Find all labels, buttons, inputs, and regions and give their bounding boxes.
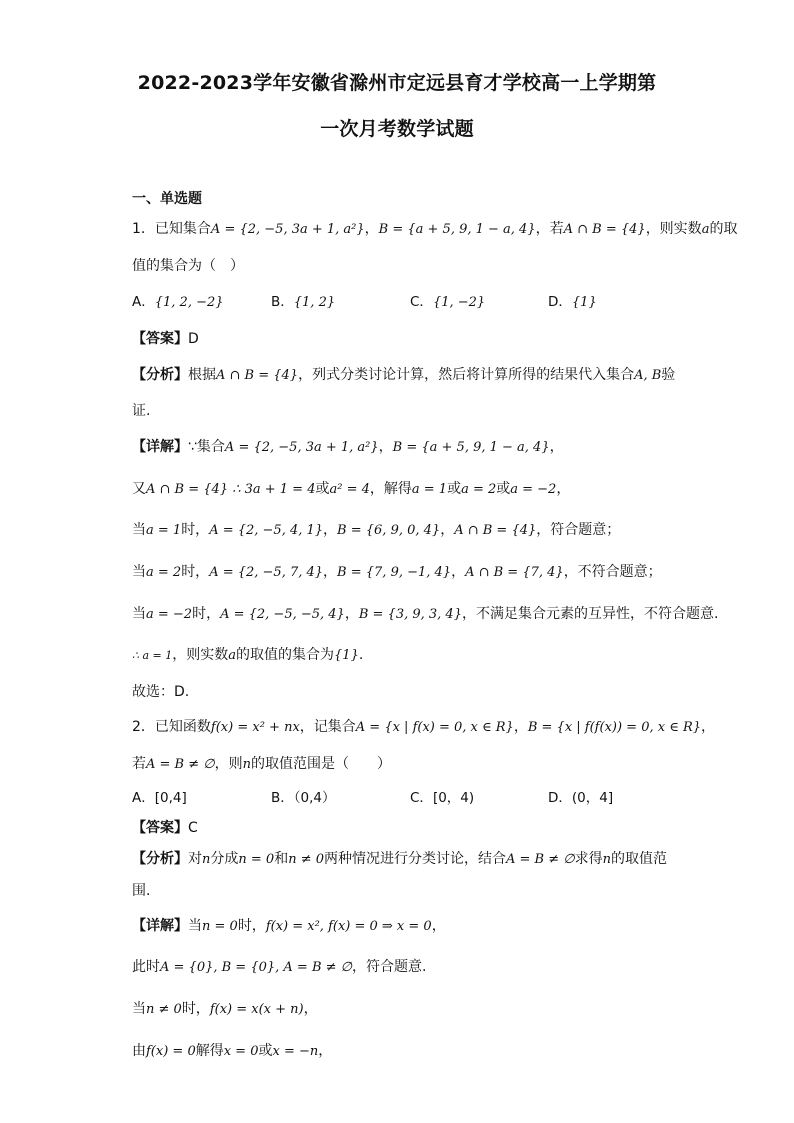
q1-detail-line-3: 当a = 1时，A = {2, −5, 4, 1}，B = {6, 9, 0, 4}，A ∩ B = {4}，符合题意； bbox=[132, 522, 621, 538]
q1-analysis-line-2: 证. bbox=[132, 403, 151, 419]
q1-option-b: B．{1, 2} bbox=[271, 294, 336, 310]
q2-option-c: C．[0，4) bbox=[410, 790, 475, 806]
document-title-line-2: 一次月考数学试题 bbox=[320, 118, 474, 140]
section-heading: 一、单选题 bbox=[132, 191, 202, 207]
q1-detail-line-4: 当a = 2时，A = {2, −5, 7, 4}，B = {7, 9, −1, 4}，A ∩ B = {7, 4}，不符合题意； bbox=[132, 564, 662, 580]
q2-detail-line-1: 【详解】当n = 0时，f(x) = x², f(x) = 0 ⇒ x = 0， bbox=[132, 918, 446, 934]
q2-detail-line-2: 此时A = {0}, B = {0}, A = B ≠ ∅，符合题意. bbox=[132, 959, 427, 975]
q1-option-a: A．{1, 2, −2} bbox=[132, 294, 224, 310]
q2-option-b: B．（0,4） bbox=[271, 790, 336, 806]
q1-detail-line-2: 又A ∩ B = {4} ∴ 3a + 1 = 4或a² = 4，解得a = 1或a = 2或a = −2， bbox=[132, 481, 571, 497]
q2-analysis-line-1: 【分析】对n分成n = 0和n ≠ 0两种情况进行分类讨论，结合A = B ≠ ∅求得n的取值范 bbox=[132, 851, 667, 867]
q2-stem-line-1: 2．已知函数f(x) = x² + nx，记集合A = {x | f(x) = 0, x ∈ R}，B = {x | f(f(x)) = 0, x ∈ R}， bbox=[132, 719, 716, 735]
q1-stem-line-1: 1．已知集合A = {2, −5, 3a + 1, a²}，B = {a + 5, 9, 1 − a, 4}，若A ∩ B = {4}，则实数a的取 bbox=[132, 221, 738, 237]
q2-answer: 【答案】C bbox=[132, 820, 198, 836]
q2-detail-line-3: 当n ≠ 0时，f(x) = x(x + n)， bbox=[132, 1001, 318, 1017]
q1-answer: 【答案】D bbox=[132, 331, 199, 347]
q1-conclusion: 故选：D. bbox=[132, 684, 190, 700]
q2-option-a: A．[0,4] bbox=[132, 790, 187, 806]
q2-detail-line-4: 由f(x) = 0解得x = 0或x = −n， bbox=[132, 1043, 333, 1059]
q1-detail-line-6: ∴ a = 1，则实数a的取值的集合为{1}. bbox=[132, 647, 364, 663]
q1-detail-line-5: 当a = −2时，A = {2, −5, −5, 4}，B = {3, 9, 3, 4}，不满足集合元素的互异性，不符合题意. bbox=[132, 606, 719, 622]
q2-stem-line-2: 若A = B ≠ ∅，则n的取值范围是（ ） bbox=[132, 756, 391, 772]
q1-option-d: D．{1} bbox=[548, 294, 597, 310]
q1-detail-line-1: 【详解】∵集合A = {2, −5, 3a + 1, a²}，B = {a + 5, 9, 1 − a, 4}， bbox=[132, 439, 564, 455]
q1-option-c: C．{1, −2} bbox=[410, 294, 486, 310]
q1-analysis-line-1: 【分析】根据A ∩ B = {4}，列式分类讨论计算，然后将计算所得的结果代入集合A, B验 bbox=[132, 367, 676, 383]
q1-stem-line-2: 值的集合为（ ） bbox=[132, 258, 244, 274]
document-title-line-1: 2022-2023学年安徽省滁州市定远县育才学校高一上学期第 bbox=[137, 72, 657, 94]
q2-option-d: D．(0，4] bbox=[548, 790, 614, 806]
q2-analysis-line-2: 围. bbox=[132, 883, 151, 899]
